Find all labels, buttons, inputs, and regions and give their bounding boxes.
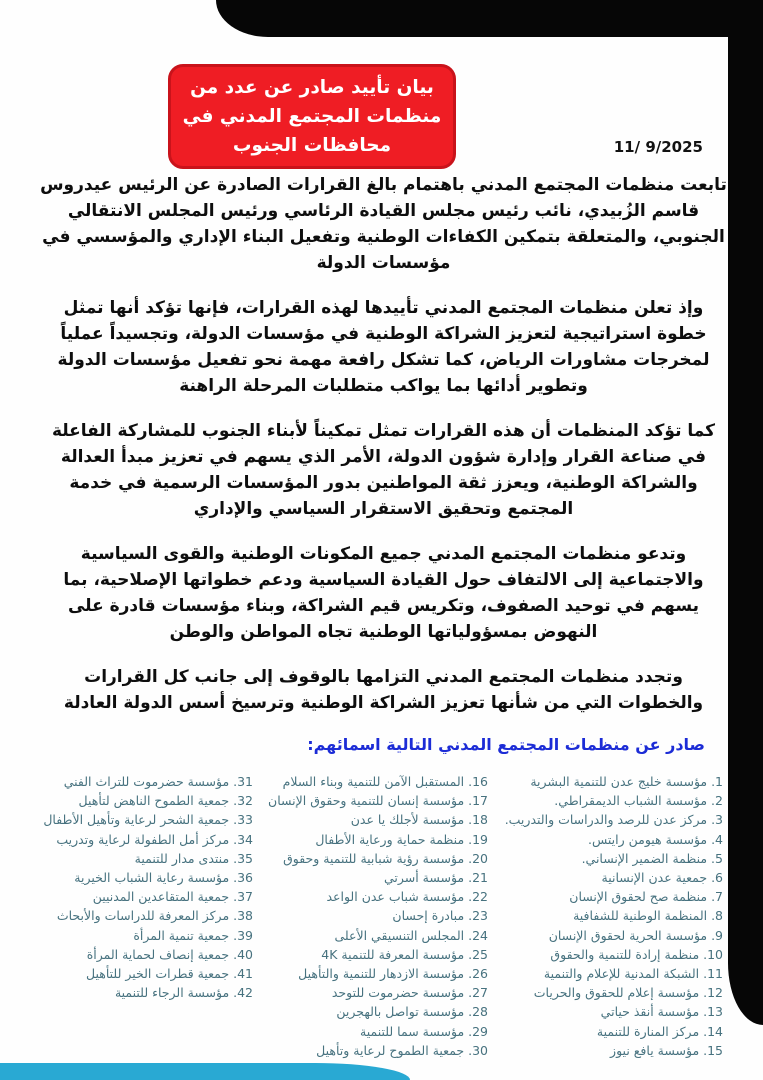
list-item: 33. جمعية الشحر لرعاية وتأهيل الأطفال xyxy=(43,812,253,828)
list-item: 8. المنظمة الوطنية للشفافية xyxy=(573,908,723,924)
list-item: 12. مؤسسة إعلام للحقوق والحريات xyxy=(533,985,723,1001)
paragraph-5: وتجدد منظمات المجتمع المدني التزامها بالوقوف إلى جانب كل القرارات والخطوات التي من شأنها تعزيز الشراكة الوطنية وترسيخ أسس الدولة العادلة xyxy=(63,667,704,713)
list-item: 27. مؤسسة حضرموت للتوحد xyxy=(331,985,488,1001)
org-column-1 xyxy=(488,772,723,1060)
list-item: 36. مؤسسة رعاية الشباب الخيرية xyxy=(74,870,253,886)
list-item: 7. منظمة صح لحقوق الإنسان xyxy=(569,889,723,905)
list-item: 38. مركز المعرفة للدراسات والأبحاث xyxy=(56,908,253,924)
list-item: 15. مؤسسة يافع نيوز xyxy=(610,1042,723,1058)
list-item: 39. جمعية تنمية المرأة xyxy=(133,927,253,943)
list-item: 19. منظمة حماية ورعاية الأطفال xyxy=(315,831,488,847)
list-item: 28. مؤسسة تواصل بالهجرين xyxy=(336,1004,488,1020)
bottom-accent-band xyxy=(0,1063,410,1080)
list-item: 14. مركز المنارة للتنمية xyxy=(596,1023,723,1039)
list-item: 4. مؤسسة هيومن رايتس. xyxy=(587,831,723,847)
statement-date: 11/ 9/2025 xyxy=(613,138,703,156)
list-item: 35. منتدى مدار للتنمية xyxy=(134,850,253,866)
list-item: 25. مؤسسة المعرفة للتنمية 4K xyxy=(321,946,488,962)
list-item: 5. منظمة الضمير الإنساني. xyxy=(581,850,723,866)
list-item: 41. جمعية قطرات الخير للتأهيل xyxy=(86,966,253,982)
list-item: 40. جمعية إنصاف لحماية المرأة xyxy=(86,946,253,962)
list-item: 20. مؤسسة رؤية شبابية للتنمية وحقوق xyxy=(283,850,488,866)
organizations-heading: صادر عن منظمات المجتمع المدني التالية اسمائهم: xyxy=(307,735,705,754)
list-item: 21. مؤسسة أسرتي xyxy=(383,870,488,886)
list-item: 37. جمعية المتقاعدين المدنيين xyxy=(92,889,253,905)
list-item: 26. مؤسسة الازدهار للتنمية والتأهيل xyxy=(298,966,488,982)
list-item: 1. مؤسسة خليج عدن للتنمية البشرية xyxy=(530,774,723,789)
list-item: 13. مؤسسة أنقذ حياتي xyxy=(600,1004,723,1020)
statement-content xyxy=(0,172,763,1060)
list-item: 2. مؤسسة الشباب الديمقراطي. xyxy=(554,793,723,809)
org-column-3 xyxy=(18,772,253,1060)
paragraph-3: كما تؤكد المنظمات أن هذه القرارات تمثل تمكيناً لأبناء الجنوب للمشاركة الفاعلة في صناعة القرار وإدارة شؤون الدولة، الأمر الذي يسهم في تعزيز مبدأ العدالة والشراكة الوطنية، ويعزز ثقة المواطنين بدور المؤسسات الرسمية في خدمة المجتمع وتحقيق الاستقرار السياسي والإداري xyxy=(51,421,716,519)
list-item: 23. مبادرة إحسان xyxy=(392,908,488,924)
list-item: 11. الشبكة المدنية للإعلام والتنمية xyxy=(543,966,723,982)
list-item: 3. مركز عدن للرصد والدراسات والتدريب. xyxy=(504,812,723,828)
list-item: 6. جمعية عدن الإنسانية xyxy=(601,870,723,886)
list-item: 10. منظمة إرادة للتنمية والحقوق xyxy=(550,946,723,962)
statement-title: بيان تأييد صادر عن عدد من منظمات المجتمع المدني في محافظات الجنوب xyxy=(182,77,442,156)
list-item: 22. مؤسسة شباب عدن الواعد xyxy=(326,889,488,905)
list-item: 29. مؤسسة سما للتنمية xyxy=(360,1023,488,1039)
top-frame-bar xyxy=(216,0,763,37)
org-column-2 xyxy=(253,772,488,1060)
list-item: 31. مؤسسة حضرموت للتراث الفني xyxy=(63,774,253,789)
paragraph-4: وتدعو منظمات المجتمع المدني جميع المكونات الوطنية والقوى السياسية والاجتماعية إلى الالتفاف حول القيادة السياسية ودعم خطواتها الإصلاحية، بما يسهم في توحيد الصفوف، وتكريس قيم الشراكة، وبناء مؤسسات قادرة على النهوض بمسؤولياتها الوطنية تجاه المواطن والوطن xyxy=(63,544,704,642)
list-item: 30. جمعية الطموح لرعاية وتأهيل xyxy=(316,1042,488,1058)
paragraph-2: وإذ تعلن منظمات المجتمع المدني تأييدها لهذه القرارات، فإنها تؤكد أنها تمثل خطوة استراتيجية لتعزيز الشراكة الوطنية في مؤسسات الدولة، وتجسيداً عملياً لمخرجات مشاورات الرياض، كما تشكل رافعة مهمة نحو تفعيل مؤسسات الدولة وتطوير أدائها بما يواكب متطلبات المرحلة الراهنة xyxy=(57,298,710,396)
list-item: 42. مؤسسة الرجاء للتنمية xyxy=(114,985,253,1001)
list-item: 16. المستقبل الآمن للتنمية وبناء السلام xyxy=(282,774,488,789)
list-item: 34. مركز أمل الطفولة لرعاية وتدريب xyxy=(56,831,253,847)
statement-paragraphs xyxy=(0,172,763,716)
list-item: 24. المجلس التنسيقي الأعلى xyxy=(334,927,488,943)
paragraph-1: تابعت منظمات المجتمع المدني باهتمام بالغ القرارات الصادرة عن الرئيس عيدروس قاسم الزُبيدي، نائب رئيس مجلس القيادة الرئاسي ورئيس المجلس الانتقالي الجنوبي، والمتعلقة بتمكين الكفاءات الوطنية وتفعيل البناء الإداري والمؤسسي في مؤسسات الدولة xyxy=(40,175,727,273)
statement-title-box xyxy=(168,64,456,169)
list-item: 32. جمعية الطموح الناهض لتأهيل xyxy=(78,793,253,809)
list-item: 17. مؤسسة إنسان للتنمية وحقوق الإنسان xyxy=(268,793,488,809)
list-item: 18. مؤسسة لأجلك يا عدن xyxy=(350,812,488,828)
organizations-columns xyxy=(0,772,763,1060)
list-item: 9. مؤسسة الحرية لحقوق الإنسان xyxy=(548,927,723,943)
